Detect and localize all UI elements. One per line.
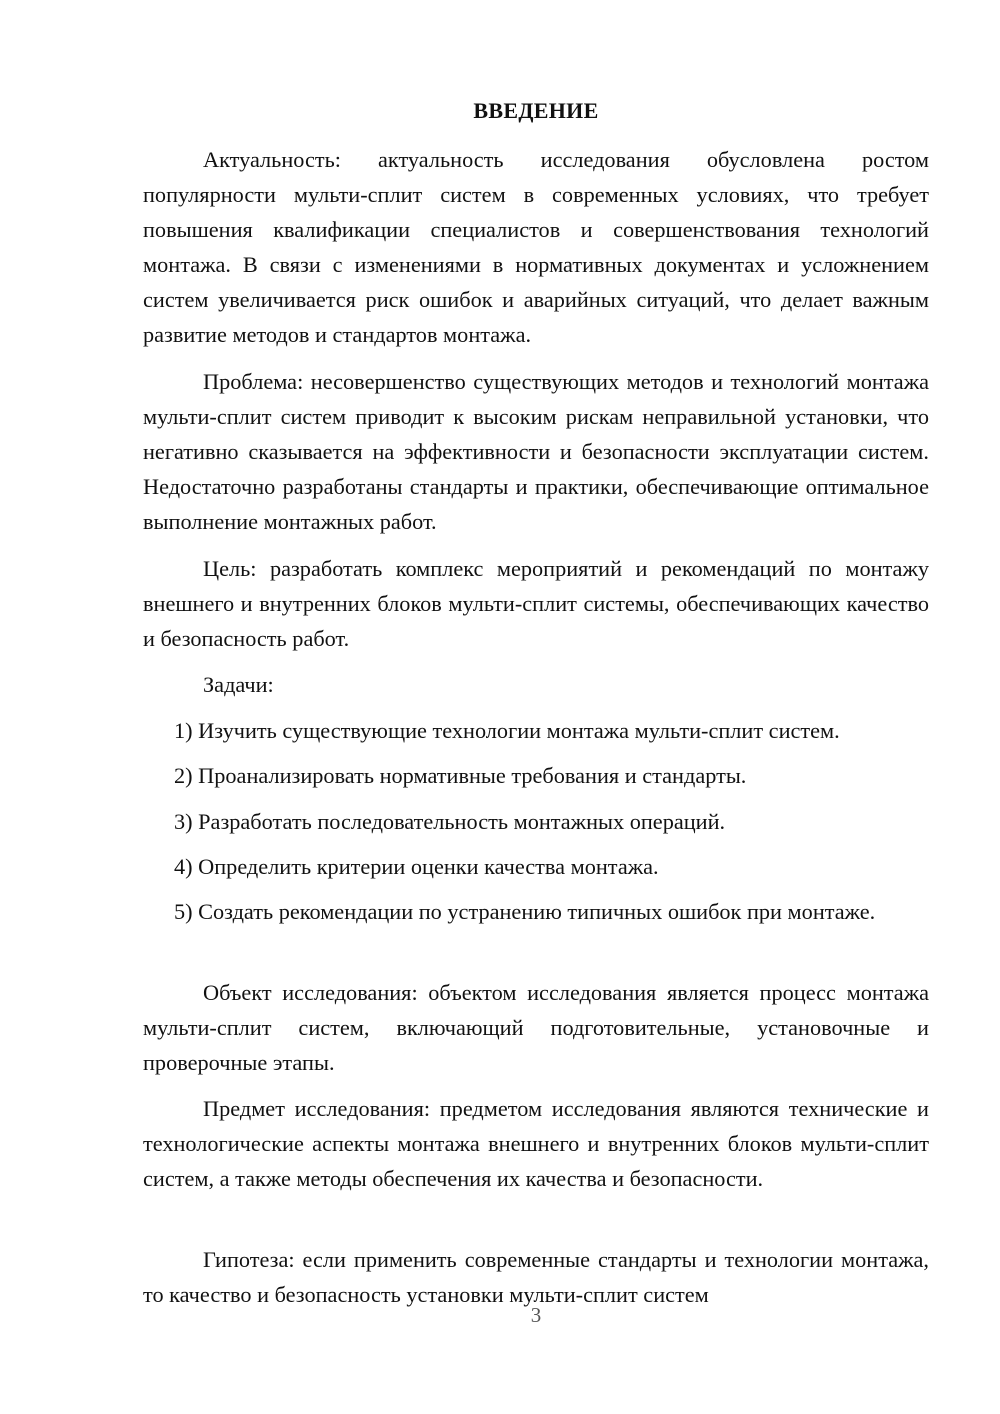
task-item-5: 5) Создать рекомендации по устранению типичных ошибок при монтаже.	[174, 899, 876, 924]
paragraph-relevance: Актуальность: актуальность исследования обусловлена ростом популярности мульти-сплит систем в современных условиях, что требует повышения квалификации специалистов и совершенствования технологий монтажа. В связи с изменениями в нормативных документах и усложнением систем увеличивается риск ошибок и аварийных ситуаций, что делает важным развитие методов и стандартов монтажа.	[143, 147, 929, 347]
task-item-2: 2) Проанализировать нормативные требования и стандарты.	[174, 763, 747, 788]
task-item-1: 1) Изучить существующие технологии монтажа мульти-сплит систем.	[174, 718, 840, 743]
paragraph-subject: Предмет исследования: предметом исследования являются технические и технологические аспекты монтажа внешнего и внутренних блоков мульти-сплит систем, а также методы обеспечения их качества и безопасности.	[143, 1096, 929, 1191]
paragraph-problem: Проблема: несовершенство существующих методов и технологий монтажа мульти-сплит систем приводит к высоким рискам неправильной установки, что негативно сказывается на эффективности и безопасности эксплуатации систем. Недостаточно разработаны стандарты и практики, обеспечивающие оптимальное выполнение монтажных работ.	[143, 369, 929, 534]
paragraph-goal: Цель: разработать комплекс мероприятий и рекомендаций по монтажу внешнего и внутренних блоков мульти-сплит системы, обеспечивающих качество и безопасность работ.	[143, 556, 929, 651]
section-title: ВВЕДЕНИЕ	[473, 98, 599, 123]
task-item-3: 3) Разработать последовательность монтажных операций.	[174, 809, 726, 834]
task-item-4: 4) Определить критерии оценки качества монтажа.	[174, 854, 659, 879]
page-number: 3	[530, 1303, 542, 1327]
paragraph-object: Объект исследования: объектом исследования является процесс монтажа мульти-сплит систем, включающий подготовительные, установочные и проверочные этапы.	[143, 980, 929, 1075]
tasks-heading: Задачи:	[203, 672, 274, 697]
paragraph-hypothesis: Гипотеза: если применить современные стандарты и технологии монтажа, то качество и безопасность установки мульти-сплит систем	[143, 1247, 929, 1307]
